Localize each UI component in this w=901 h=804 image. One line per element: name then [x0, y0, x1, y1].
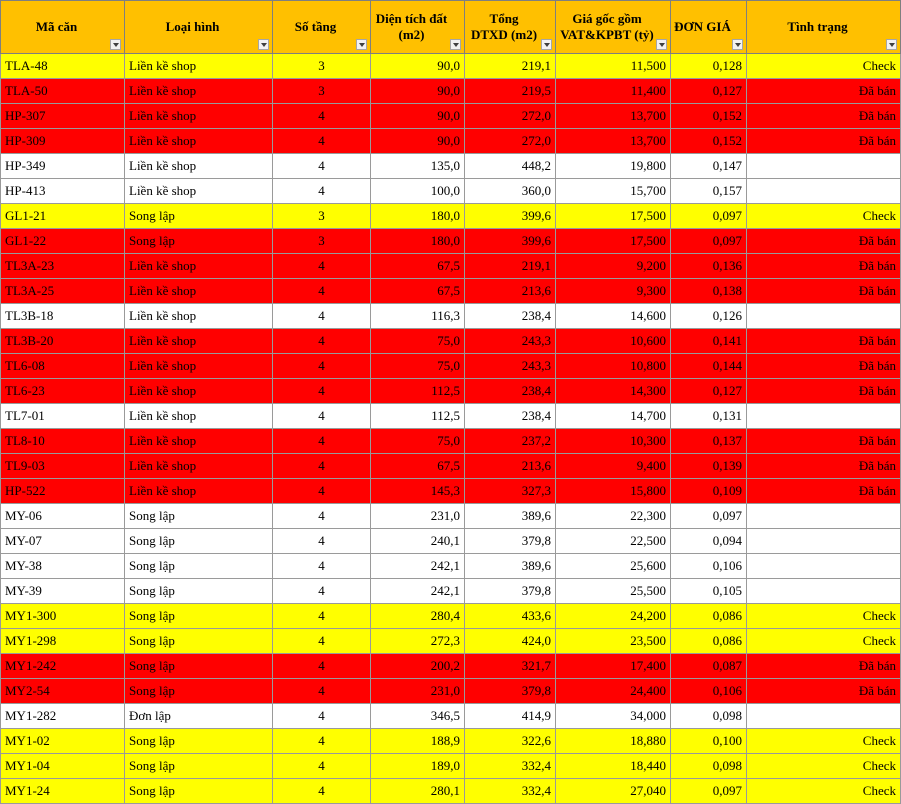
- col-loai-hinh-cell[interactable]: Liền kề shop: [125, 104, 273, 129]
- table-row: [1, 329, 901, 354]
- col-dien-tich-dat-cell[interactable]: 135,0: [371, 154, 465, 179]
- col-gia-goc-cell[interactable]: 15,700: [556, 179, 671, 204]
- col-loai-hinh-cell[interactable]: Đơn lập: [125, 704, 273, 729]
- col-ma-can-cell[interactable]: MY-07: [1, 529, 125, 554]
- header-label: Tổng DTXD (m2): [470, 11, 538, 42]
- header-label: Diện tích đất (m2): [375, 11, 448, 42]
- col-gia-goc-header[interactable]: [556, 1, 671, 54]
- col-dien-tich-dat-cell[interactable]: 90,0: [371, 129, 465, 154]
- col-loai-hinh-cell[interactable]: Song lập: [125, 229, 273, 254]
- col-don-gia-cell[interactable]: 0,100: [671, 729, 747, 754]
- col-tinh-trang-cell[interactable]: [747, 504, 901, 529]
- table-row: [1, 354, 901, 379]
- col-dien-tich-dat-cell[interactable]: 272,3: [371, 629, 465, 654]
- table-row: [1, 679, 901, 704]
- col-gia-goc-cell[interactable]: 25,500: [556, 579, 671, 604]
- col-so-tang-cell[interactable]: 4: [273, 654, 371, 679]
- col-loai-hinh-cell[interactable]: Song lập: [125, 579, 273, 604]
- col-dien-tich-dat-cell[interactable]: 90,0: [371, 79, 465, 104]
- col-ma-can-cell[interactable]: MY-06: [1, 504, 125, 529]
- col-so-tang-cell[interactable]: 4: [273, 279, 371, 304]
- col-gia-goc-cell[interactable]: 13,700: [556, 129, 671, 154]
- col-don-gia-cell[interactable]: 0,144: [671, 354, 747, 379]
- col-so-tang-cell[interactable]: 4: [273, 479, 371, 504]
- table-row: [1, 529, 901, 554]
- col-don-gia-cell[interactable]: 0,098: [671, 704, 747, 729]
- table-row: [1, 404, 901, 429]
- col-ma-can-cell[interactable]: TL6-23: [1, 379, 125, 404]
- col-ma-can-cell[interactable]: MY1-04: [1, 754, 125, 779]
- col-so-tang-cell[interactable]: 4: [273, 104, 371, 129]
- col-loai-hinh-cell[interactable]: Song lập: [125, 729, 273, 754]
- col-ma-can-cell[interactable]: TL6-08: [1, 354, 125, 379]
- col-loai-hinh-cell[interactable]: Liền kề shop: [125, 79, 273, 104]
- col-don-gia-cell[interactable]: 0,106: [671, 679, 747, 704]
- col-ma-can-cell[interactable]: MY1-282: [1, 704, 125, 729]
- col-dien-tich-dat-cell[interactable]: 112,5: [371, 379, 465, 404]
- table-row: [1, 54, 901, 79]
- col-so-tang-cell[interactable]: 4: [273, 554, 371, 579]
- col-dien-tich-dat-cell[interactable]: 240,1: [371, 529, 465, 554]
- col-gia-goc-cell[interactable]: 10,600: [556, 329, 671, 354]
- header-label: Số tầng: [294, 19, 337, 34]
- table-row: [1, 179, 901, 204]
- col-don-gia-cell[interactable]: 0,152: [671, 104, 747, 129]
- col-tong-dtxd-cell[interactable]: 399,6: [465, 204, 556, 229]
- col-tinh-trang-cell[interactable]: Check: [747, 754, 901, 779]
- col-tinh-trang-cell[interactable]: [747, 704, 901, 729]
- col-tinh-trang-cell[interactable]: Check: [747, 729, 901, 754]
- col-tinh-trang-cell[interactable]: [747, 554, 901, 579]
- col-dien-tich-dat-cell[interactable]: 116,3: [371, 304, 465, 329]
- col-so-tang-cell[interactable]: 3: [273, 204, 371, 229]
- filter-dropdown-icon[interactable]: [732, 39, 743, 50]
- col-dien-tich-dat-cell[interactable]: 180,0: [371, 204, 465, 229]
- col-loai-hinh-cell[interactable]: Liền kề shop: [125, 154, 273, 179]
- col-so-tang-cell[interactable]: 4: [273, 154, 371, 179]
- col-tinh-trang-cell[interactable]: [747, 179, 901, 204]
- col-ma-can-cell[interactable]: TL7-01: [1, 404, 125, 429]
- col-tinh-trang-cell[interactable]: [747, 579, 901, 604]
- col-tinh-trang-cell[interactable]: [747, 404, 901, 429]
- col-ma-can-cell[interactable]: GL1-21: [1, 204, 125, 229]
- table-row: [1, 704, 901, 729]
- col-dien-tich-dat-cell[interactable]: 231,0: [371, 504, 465, 529]
- col-ma-can-cell[interactable]: MY1-24: [1, 779, 125, 804]
- header-label: ĐƠN GIÁ: [674, 19, 731, 34]
- col-tong-dtxd-cell[interactable]: 389,6: [465, 504, 556, 529]
- col-dien-tich-dat-cell[interactable]: 200,2: [371, 654, 465, 679]
- col-tinh-trang-cell[interactable]: Đã bán: [747, 129, 901, 154]
- col-tinh-trang-cell[interactable]: Check: [747, 604, 901, 629]
- col-ma-can-cell[interactable]: MY1-300: [1, 604, 125, 629]
- col-so-tang-cell[interactable]: 4: [273, 354, 371, 379]
- col-tinh-trang-cell[interactable]: Đã bán: [747, 279, 901, 304]
- col-loai-hinh-cell[interactable]: Song lập: [125, 654, 273, 679]
- table-row: [1, 779, 901, 804]
- col-ma-can-cell[interactable]: MY-38: [1, 554, 125, 579]
- col-don-gia-cell[interactable]: 0,086: [671, 604, 747, 629]
- table-row: [1, 379, 901, 404]
- col-tong-dtxd-cell[interactable]: 213,6: [465, 454, 556, 479]
- col-don-gia-cell[interactable]: 0,126: [671, 304, 747, 329]
- col-ma-can-cell[interactable]: HP-349: [1, 154, 125, 179]
- col-gia-goc-cell[interactable]: 9,400: [556, 454, 671, 479]
- table-row: [1, 104, 901, 129]
- col-loai-hinh-cell[interactable]: Song lập: [125, 504, 273, 529]
- col-ma-can-cell[interactable]: GL1-22: [1, 229, 125, 254]
- header-label: Loại hình: [165, 19, 220, 34]
- col-dien-tich-dat-cell[interactable]: 75,0: [371, 329, 465, 354]
- col-dien-tich-dat-cell[interactable]: 75,0: [371, 429, 465, 454]
- col-loai-hinh-cell[interactable]: Liền kề shop: [125, 479, 273, 504]
- col-loai-hinh-cell[interactable]: Song lập: [125, 604, 273, 629]
- col-so-tang-cell[interactable]: 4: [273, 379, 371, 404]
- col-dien-tich-dat-cell[interactable]: 180,0: [371, 229, 465, 254]
- col-tong-dtxd-cell[interactable]: 379,8: [465, 679, 556, 704]
- col-dien-tich-dat-cell[interactable]: 112,5: [371, 404, 465, 429]
- table-row: [1, 304, 901, 329]
- col-don-gia-cell[interactable]: 0,087: [671, 654, 747, 679]
- col-don-gia-cell[interactable]: 0,127: [671, 79, 747, 104]
- col-gia-goc-cell[interactable]: 19,800: [556, 154, 671, 179]
- col-dien-tich-dat-cell[interactable]: 145,3: [371, 479, 465, 504]
- col-dien-tich-dat-cell[interactable]: 189,0: [371, 754, 465, 779]
- col-tinh-trang-cell[interactable]: Đã bán: [747, 429, 901, 454]
- col-tong-dtxd-cell[interactable]: 243,3: [465, 329, 556, 354]
- table-row: [1, 79, 901, 104]
- col-tinh-trang-cell[interactable]: [747, 154, 901, 179]
- table-row: [1, 604, 901, 629]
- header-label: Tình trạng: [787, 19, 848, 34]
- col-tong-dtxd-cell[interactable]: 327,3: [465, 479, 556, 504]
- col-so-tang-cell[interactable]: 4: [273, 329, 371, 354]
- col-tong-dtxd-cell[interactable]: 360,0: [465, 179, 556, 204]
- col-so-tang-cell[interactable]: 4: [273, 429, 371, 454]
- col-tinh-trang-cell[interactable]: Check: [747, 779, 901, 804]
- filter-dropdown-icon[interactable]: [450, 39, 461, 50]
- col-don-gia-cell[interactable]: 0,127: [671, 379, 747, 404]
- col-dien-tich-dat-cell[interactable]: 90,0: [371, 104, 465, 129]
- col-tinh-trang-cell[interactable]: Đã bán: [747, 229, 901, 254]
- col-dien-tich-dat-cell[interactable]: 90,0: [371, 54, 465, 79]
- col-tong-dtxd-cell[interactable]: 414,9: [465, 704, 556, 729]
- table-row: [1, 204, 901, 229]
- col-tinh-trang-cell[interactable]: [747, 529, 901, 554]
- col-loai-hinh-cell[interactable]: Liền kề shop: [125, 179, 273, 204]
- col-loai-hinh-header[interactable]: [125, 1, 273, 54]
- header-label: Mã căn: [35, 19, 78, 34]
- col-don-gia-cell[interactable]: 0,098: [671, 754, 747, 779]
- table-row: [1, 754, 901, 779]
- col-dien-tich-dat-cell[interactable]: 242,1: [371, 579, 465, 604]
- col-tinh-trang-cell[interactable]: Đã bán: [747, 254, 901, 279]
- col-so-tang-cell[interactable]: 3: [273, 79, 371, 104]
- col-tong-dtxd-cell[interactable]: 433,6: [465, 604, 556, 629]
- header-label: Giá gốc gồm VAT&KPBT (tỷ): [560, 11, 654, 42]
- col-don-gia-cell[interactable]: 0,147: [671, 154, 747, 179]
- col-loai-hinh-cell[interactable]: Song lập: [125, 554, 273, 579]
- col-gia-goc-cell[interactable]: 17,500: [556, 229, 671, 254]
- table-row: [1, 729, 901, 754]
- col-tong-dtxd-cell[interactable]: 219,5: [465, 79, 556, 104]
- col-so-tang-cell[interactable]: 3: [273, 229, 371, 254]
- table-row: [1, 129, 901, 154]
- col-gia-goc-cell[interactable]: 13,700: [556, 104, 671, 129]
- col-so-tang-cell[interactable]: 4: [273, 704, 371, 729]
- col-gia-goc-cell[interactable]: 17,400: [556, 654, 671, 679]
- col-dien-tich-dat-cell[interactable]: 231,0: [371, 679, 465, 704]
- col-don-gia-cell[interactable]: 0,106: [671, 554, 747, 579]
- col-so-tang-cell[interactable]: 4: [273, 404, 371, 429]
- col-loai-hinh-cell[interactable]: Liền kề shop: [125, 429, 273, 454]
- col-tong-dtxd-header[interactable]: [465, 1, 556, 54]
- col-tinh-trang-cell[interactable]: Đã bán: [747, 454, 901, 479]
- col-loai-hinh-cell[interactable]: Liền kề shop: [125, 54, 273, 79]
- col-don-gia-cell[interactable]: 0,128: [671, 54, 747, 79]
- col-tong-dtxd-cell[interactable]: 448,2: [465, 154, 556, 179]
- col-gia-goc-cell[interactable]: 23,500: [556, 629, 671, 654]
- col-gia-goc-cell[interactable]: 25,600: [556, 554, 671, 579]
- col-tong-dtxd-cell[interactable]: 272,0: [465, 129, 556, 154]
- col-don-gia-cell[interactable]: 0,105: [671, 579, 747, 604]
- col-gia-goc-cell[interactable]: 9,200: [556, 254, 671, 279]
- col-ma-can-cell[interactable]: TLA-50: [1, 79, 125, 104]
- col-ma-can-cell[interactable]: TL9-03: [1, 454, 125, 479]
- table-row: [1, 654, 901, 679]
- col-tong-dtxd-cell[interactable]: 424,0: [465, 629, 556, 654]
- header-row: [1, 1, 901, 54]
- col-ma-can-cell[interactable]: MY2-54: [1, 679, 125, 704]
- col-ma-can-header[interactable]: [1, 1, 125, 54]
- col-tong-dtxd-cell[interactable]: 321,7: [465, 654, 556, 679]
- col-don-gia-header[interactable]: [671, 1, 747, 54]
- col-so-tang-cell[interactable]: 4: [273, 579, 371, 604]
- col-ma-can-cell[interactable]: TLA-48: [1, 54, 125, 79]
- col-dien-tich-dat-cell[interactable]: 67,5: [371, 454, 465, 479]
- col-loai-hinh-cell[interactable]: Liền kề shop: [125, 254, 273, 279]
- col-ma-can-cell[interactable]: MY1-242: [1, 654, 125, 679]
- col-gia-goc-cell[interactable]: 27,040: [556, 779, 671, 804]
- col-tong-dtxd-cell[interactable]: 219,1: [465, 54, 556, 79]
- col-tong-dtxd-cell[interactable]: 238,4: [465, 404, 556, 429]
- col-tinh-trang-cell[interactable]: Check: [747, 629, 901, 654]
- col-so-tang-cell[interactable]: 4: [273, 754, 371, 779]
- col-tong-dtxd-cell[interactable]: 399,6: [465, 229, 556, 254]
- col-loai-hinh-cell[interactable]: Song lập: [125, 529, 273, 554]
- col-loai-hinh-cell[interactable]: Liền kề shop: [125, 329, 273, 354]
- col-don-gia-cell[interactable]: 0,141: [671, 329, 747, 354]
- table-row: [1, 454, 901, 479]
- col-dien-tich-dat-cell[interactable]: 280,4: [371, 604, 465, 629]
- col-so-tang-cell[interactable]: 4: [273, 504, 371, 529]
- col-tong-dtxd-cell[interactable]: 219,1: [465, 254, 556, 279]
- col-gia-goc-cell[interactable]: 11,400: [556, 79, 671, 104]
- col-don-gia-cell[interactable]: 0,137: [671, 429, 747, 454]
- col-tong-dtxd-cell[interactable]: 237,2: [465, 429, 556, 454]
- col-tinh-trang-header[interactable]: [747, 1, 901, 54]
- col-gia-goc-cell[interactable]: 14,600: [556, 304, 671, 329]
- col-gia-goc-cell[interactable]: 9,300: [556, 279, 671, 304]
- col-don-gia-cell[interactable]: 0,097: [671, 504, 747, 529]
- col-loai-hinh-cell[interactable]: Song lập: [125, 679, 273, 704]
- col-don-gia-cell[interactable]: 0,097: [671, 204, 747, 229]
- col-so-tang-cell[interactable]: 4: [273, 629, 371, 654]
- col-dien-tich-dat-cell[interactable]: 280,1: [371, 779, 465, 804]
- col-tinh-trang-cell[interactable]: [747, 304, 901, 329]
- col-dien-tich-dat-cell[interactable]: 67,5: [371, 254, 465, 279]
- filter-dropdown-icon[interactable]: [886, 39, 897, 50]
- col-gia-goc-cell[interactable]: 10,800: [556, 354, 671, 379]
- table-row: [1, 279, 901, 304]
- col-tinh-trang-cell[interactable]: Đã bán: [747, 379, 901, 404]
- col-tong-dtxd-cell[interactable]: 322,6: [465, 729, 556, 754]
- col-ma-can-cell[interactable]: TL8-10: [1, 429, 125, 454]
- col-so-tang-cell[interactable]: 4: [273, 604, 371, 629]
- col-tinh-trang-cell[interactable]: Đã bán: [747, 104, 901, 129]
- filter-dropdown-icon[interactable]: [356, 39, 367, 50]
- col-so-tang-header[interactable]: [273, 1, 371, 54]
- col-ma-can-cell[interactable]: MY1-298: [1, 629, 125, 654]
- col-loai-hinh-cell[interactable]: Song lập: [125, 754, 273, 779]
- col-so-tang-cell[interactable]: 4: [273, 129, 371, 154]
- col-tong-dtxd-cell[interactable]: 213,6: [465, 279, 556, 304]
- col-tong-dtxd-cell[interactable]: 243,3: [465, 354, 556, 379]
- col-gia-goc-cell[interactable]: 18,440: [556, 754, 671, 779]
- col-don-gia-cell[interactable]: 0,157: [671, 179, 747, 204]
- col-tinh-trang-cell[interactable]: Đã bán: [747, 679, 901, 704]
- col-gia-goc-cell[interactable]: 22,300: [556, 504, 671, 529]
- col-tong-dtxd-cell[interactable]: 379,8: [465, 529, 556, 554]
- col-loai-hinh-cell[interactable]: Liền kề shop: [125, 129, 273, 154]
- col-tinh-trang-cell[interactable]: Check: [747, 204, 901, 229]
- col-don-gia-cell[interactable]: 0,139: [671, 454, 747, 479]
- col-tong-dtxd-cell[interactable]: 272,0: [465, 104, 556, 129]
- col-ma-can-cell[interactable]: TL3A-25: [1, 279, 125, 304]
- table-row: [1, 579, 901, 604]
- col-dien-tich-dat-cell[interactable]: 346,5: [371, 704, 465, 729]
- table-body: [1, 54, 901, 804]
- col-gia-goc-cell[interactable]: 14,700: [556, 404, 671, 429]
- col-loai-hinh-cell[interactable]: Liền kề shop: [125, 454, 273, 479]
- col-gia-goc-cell[interactable]: 34,000: [556, 704, 671, 729]
- col-gia-goc-cell[interactable]: 24,400: [556, 679, 671, 704]
- col-ma-can-cell[interactable]: MY-39: [1, 579, 125, 604]
- table-row: [1, 479, 901, 504]
- col-so-tang-cell[interactable]: 4: [273, 729, 371, 754]
- filter-dropdown-icon[interactable]: [258, 39, 269, 50]
- col-don-gia-cell[interactable]: 0,094: [671, 529, 747, 554]
- col-tinh-trang-cell[interactable]: Đã bán: [747, 654, 901, 679]
- col-so-tang-cell[interactable]: 4: [273, 179, 371, 204]
- col-tong-dtxd-cell[interactable]: 238,4: [465, 304, 556, 329]
- col-loai-hinh-cell[interactable]: Liền kề shop: [125, 354, 273, 379]
- col-ma-can-cell[interactable]: TL3B-18: [1, 304, 125, 329]
- col-gia-goc-cell[interactable]: 15,800: [556, 479, 671, 504]
- col-loai-hinh-cell[interactable]: Liền kề shop: [125, 404, 273, 429]
- col-tong-dtxd-cell[interactable]: 332,4: [465, 754, 556, 779]
- col-dien-tich-dat-cell[interactable]: 67,5: [371, 279, 465, 304]
- table-row: [1, 254, 901, 279]
- col-so-tang-cell[interactable]: 4: [273, 529, 371, 554]
- col-don-gia-cell[interactable]: 0,097: [671, 779, 747, 804]
- col-gia-goc-cell[interactable]: 24,200: [556, 604, 671, 629]
- col-don-gia-cell[interactable]: 0,131: [671, 404, 747, 429]
- col-tinh-trang-cell[interactable]: Đã bán: [747, 329, 901, 354]
- col-tinh-trang-cell[interactable]: Check: [747, 54, 901, 79]
- col-so-tang-cell[interactable]: 4: [273, 454, 371, 479]
- col-gia-goc-cell[interactable]: 10,300: [556, 429, 671, 454]
- filter-dropdown-icon[interactable]: [110, 39, 121, 50]
- col-tong-dtxd-cell[interactable]: 238,4: [465, 379, 556, 404]
- col-ma-can-cell[interactable]: HP-307: [1, 104, 125, 129]
- col-gia-goc-cell[interactable]: 22,500: [556, 529, 671, 554]
- col-ma-can-cell[interactable]: HP-522: [1, 479, 125, 504]
- col-dien-tich-dat-cell[interactable]: 242,1: [371, 554, 465, 579]
- col-so-tang-cell[interactable]: 4: [273, 254, 371, 279]
- col-tong-dtxd-cell[interactable]: 389,6: [465, 554, 556, 579]
- col-dien-tich-dat-cell[interactable]: 100,0: [371, 179, 465, 204]
- col-loai-hinh-cell[interactable]: Song lập: [125, 204, 273, 229]
- col-loai-hinh-cell[interactable]: Song lập: [125, 779, 273, 804]
- col-so-tang-cell[interactable]: 4: [273, 679, 371, 704]
- col-don-gia-cell[interactable]: 0,136: [671, 254, 747, 279]
- table-row: [1, 429, 901, 454]
- col-loai-hinh-cell[interactable]: Liền kề shop: [125, 279, 273, 304]
- table-row: [1, 504, 901, 529]
- col-gia-goc-cell[interactable]: 17,500: [556, 204, 671, 229]
- col-don-gia-cell[interactable]: 0,152: [671, 129, 747, 154]
- table-row: [1, 229, 901, 254]
- filter-dropdown-icon[interactable]: [541, 39, 552, 50]
- col-loai-hinh-cell[interactable]: Song lập: [125, 629, 273, 654]
- col-ma-can-cell[interactable]: TL3A-23: [1, 254, 125, 279]
- col-tinh-trang-cell[interactable]: Đã bán: [747, 479, 901, 504]
- col-dien-tich-dat-cell[interactable]: 188,9: [371, 729, 465, 754]
- col-so-tang-cell[interactable]: 4: [273, 304, 371, 329]
- col-ma-can-cell[interactable]: HP-309: [1, 129, 125, 154]
- col-gia-goc-cell[interactable]: 11,500: [556, 54, 671, 79]
- table-row: [1, 629, 901, 654]
- col-loai-hinh-cell[interactable]: Liền kề shop: [125, 379, 273, 404]
- col-tong-dtxd-cell[interactable]: 332,4: [465, 779, 556, 804]
- col-loai-hinh-cell[interactable]: Liền kề shop: [125, 304, 273, 329]
- table-row: [1, 554, 901, 579]
- col-so-tang-cell[interactable]: 4: [273, 779, 371, 804]
- col-don-gia-cell[interactable]: 0,097: [671, 229, 747, 254]
- col-tong-dtxd-cell[interactable]: 379,8: [465, 579, 556, 604]
- col-don-gia-cell[interactable]: 0,138: [671, 279, 747, 304]
- col-don-gia-cell[interactable]: 0,109: [671, 479, 747, 504]
- table-row: [1, 154, 901, 179]
- col-ma-can-cell[interactable]: HP-413: [1, 179, 125, 204]
- col-dien-tich-dat-cell[interactable]: 75,0: [371, 354, 465, 379]
- col-gia-goc-cell[interactable]: 18,880: [556, 729, 671, 754]
- col-don-gia-cell[interactable]: 0,086: [671, 629, 747, 654]
- col-tinh-trang-cell[interactable]: Đã bán: [747, 354, 901, 379]
- col-ma-can-cell[interactable]: TL3B-20: [1, 329, 125, 354]
- col-dien-tich-dat-header[interactable]: [371, 1, 465, 54]
- col-so-tang-cell[interactable]: 3: [273, 54, 371, 79]
- col-tinh-trang-cell[interactable]: Đã bán: [747, 79, 901, 104]
- filter-dropdown-icon[interactable]: [656, 39, 667, 50]
- col-ma-can-cell[interactable]: MY1-02: [1, 729, 125, 754]
- col-gia-goc-cell[interactable]: 14,300: [556, 379, 671, 404]
